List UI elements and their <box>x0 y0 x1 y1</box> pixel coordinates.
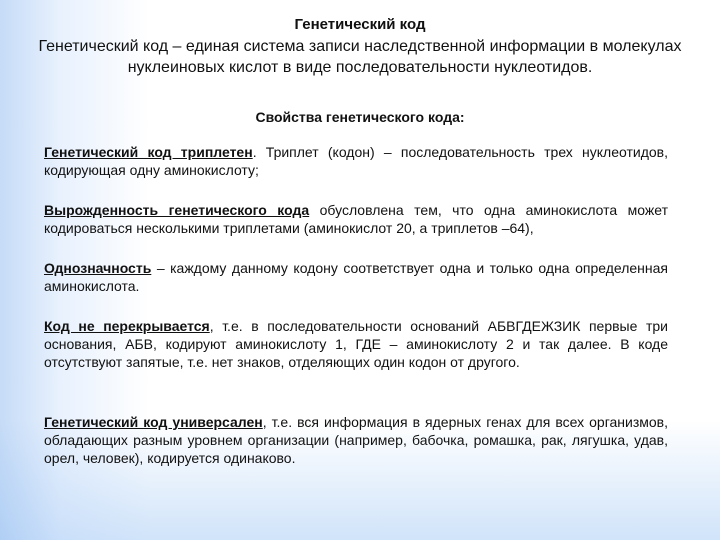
property-term: Однозначность <box>44 260 152 276</box>
property-description: , т.е. вся информация в ядерных генах для всех организмов, обладающих разным уровнем организации (например, бабочка, ромашка, рак, лягушка, удав, орел, человек), кодируется одинаково. <box>44 414 669 466</box>
properties-heading: Свойства генетического кода: <box>255 109 465 125</box>
property-description: , т.е. в последовательности оснований АБВГДЕЖЗИК первые три основания, АБВ, кодируют аминокислоту 1, ГДЕ – аминокислоту 2 и так далее. В коде отсутствуют запятые, т.е. нет знаков, отделяющих один кодон от другого. <box>44 318 669 370</box>
property-term: Генетический код универсален <box>44 414 263 430</box>
property-degeneracy <box>44 201 668 237</box>
property-description: . Триплет (кодон) – последовательность трех нуклеотидов, кодирующая одну аминокислоту; <box>44 144 668 178</box>
property-universality <box>44 413 668 467</box>
property-description: – каждому данному кодону соответствует одна и только одна определенная аминокислота. <box>44 260 668 294</box>
property-triplet <box>44 143 668 179</box>
slide-title: Генетический код <box>294 16 426 33</box>
property-term: Вырожденность генетического кода <box>44 202 310 218</box>
property-non-overlapping <box>44 317 668 371</box>
property-term: Генетический код триплетен <box>44 144 253 160</box>
property-term: Код не перекрывается <box>44 318 210 334</box>
property-specificity <box>44 259 668 295</box>
intro-paragraph: Генетический код – единая система записи наследственной информации в молекулах нуклеиновых кислот в виде последовательности нуклеотидов. <box>38 38 682 76</box>
property-description: обусловлена тем, что одна аминокислота может кодироваться несколькими триплетами (аминокислот 20, а триплетов –64), <box>44 202 668 236</box>
